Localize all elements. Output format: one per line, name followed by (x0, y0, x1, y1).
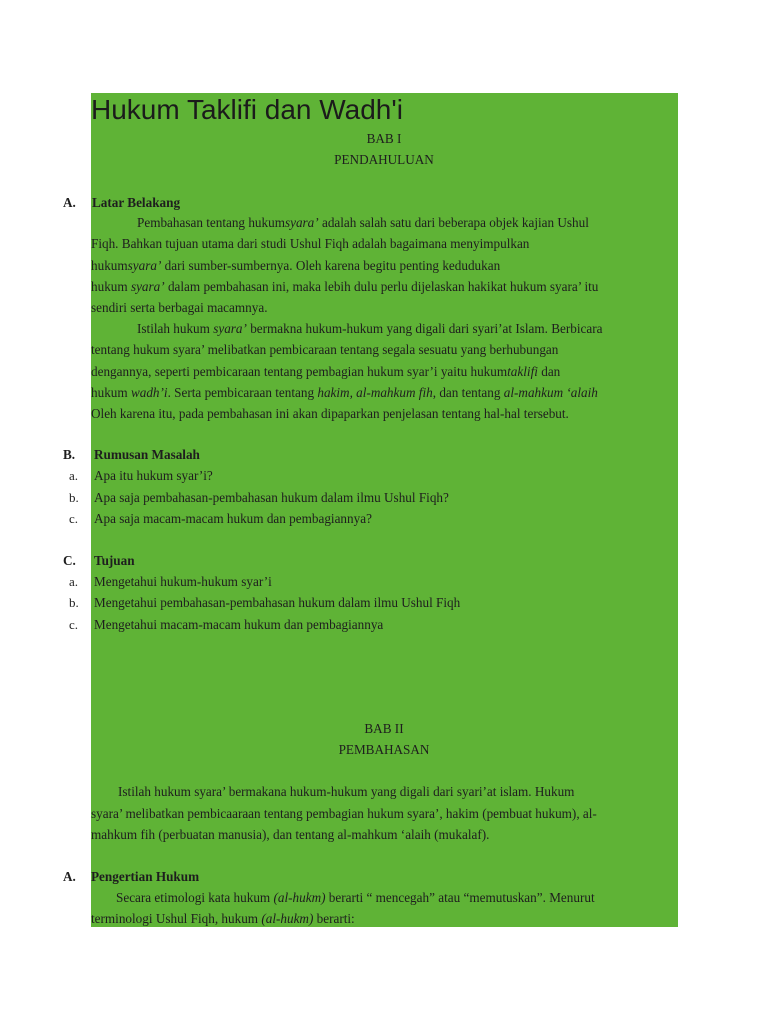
section-c-marker: C. (63, 553, 76, 568)
paragraph-line: Istilah hukum syara’ bermakana hukum-hukum yang digali dari syari’at islam. Hukum (118, 784, 575, 799)
paragraph-line: Secara etimologi kata hukum (al-hukm) berarti “ mencegah” atau “memutuskan”. Menurut (116, 890, 595, 905)
paragraph-line: Fiqh. Bahkan tujuan utama dari studi Ushul Fiqh adalah bagaimana menyimpulkan (91, 236, 530, 251)
paragraph-line: mahkum fih (perbuatan manusia), dan tentang al-mahkum ‘alaih (mukalaf). (91, 827, 490, 842)
section-a2-marker: A. (63, 869, 76, 884)
paragraph-line: Istilah hukum syara’ bermakna hukum-hukum yang digali dari syari’at Islam. Berbicara (137, 321, 603, 336)
list-item: Mengetahui hukum-hukum syar’i (94, 574, 272, 589)
list-item: Apa saja pembahasan-pembahasan hukum dalam ilmu Ushul Fiqh? (94, 490, 449, 505)
document-title: Hukum Taklifi dan Wadh'i (91, 94, 403, 125)
paragraph-line: hukum syara’ dalam pembahasan ini, maka lebih dulu perlu dijelaskan hakikat hukum syara’ itu (91, 279, 599, 294)
paragraph-line: sendiri serta berbagai macamnya. (91, 300, 268, 315)
bab1-label: BAB I (366, 131, 402, 146)
list-marker: c. (69, 511, 79, 526)
list-marker: a. (69, 574, 79, 589)
list-marker: b. (69, 490, 79, 505)
section-b-heading: Rumusan Masalah (94, 447, 200, 462)
section-a-marker: A. (63, 195, 76, 210)
section-a-heading: Latar Belakang (92, 195, 181, 210)
list-marker: a. (69, 468, 79, 483)
paragraph-line: terminologi Ushul Fiqh, hukum (al-hukm) berarti: (91, 911, 355, 926)
paragraph-line: hukumsyara’ dari sumber-sumbernya. Oleh karena begitu penting kedudukan (91, 258, 501, 273)
list-item: Apa itu hukum syar’i? (94, 468, 213, 483)
list-item: Mengetahui pembahasan-pembahasan hukum dalam ilmu Ushul Fiqh (94, 595, 461, 610)
paragraph-line: hukum wadh’i. Serta pembicaraan tentang hakim, al-mahkum fih, dan tentang al-mahkum ‘alaih (91, 385, 598, 400)
section-b-marker: B. (63, 447, 76, 462)
bab2-label: BAB II (364, 721, 404, 736)
list-marker: c. (69, 617, 79, 632)
list-item: Apa saja macam-macam hukum dan pembagiannya? (94, 511, 372, 526)
paragraph-line: Oleh karena itu, pada pembahasan ini akan dipaparkan penjelasan tentang hal-hal tersebut. (91, 406, 569, 421)
paragraph-line: syara’ melibatkan pembicaaraan tentang pembagian hukum syara’, hakim (pembuat hukum), al- (91, 806, 597, 821)
bab2-title: PEMBAHASAN (338, 742, 430, 757)
list-marker: b. (69, 595, 79, 610)
section-c-heading: Tujuan (94, 553, 135, 568)
paragraph-line: dengannya, seperti pembicaraan tentang pembagian hukum syar’i yaitu hukumtaklifi dan (91, 364, 561, 379)
bab1-title: PENDAHULUAN (334, 152, 434, 167)
list-item: Mengetahui macam-macam hukum dan pembagiannya (94, 617, 384, 632)
section-a2-heading: Pengertian Hukum (91, 869, 200, 884)
paragraph-line: tentang hukum syara’ melibatkan pembicaraan tentang segala sesuatu yang berhubungan (91, 342, 559, 357)
paragraph-line: Pembahasan tentang hukumsyara’ adalah salah satu dari beberapa objek kajian Ushul (137, 215, 589, 230)
